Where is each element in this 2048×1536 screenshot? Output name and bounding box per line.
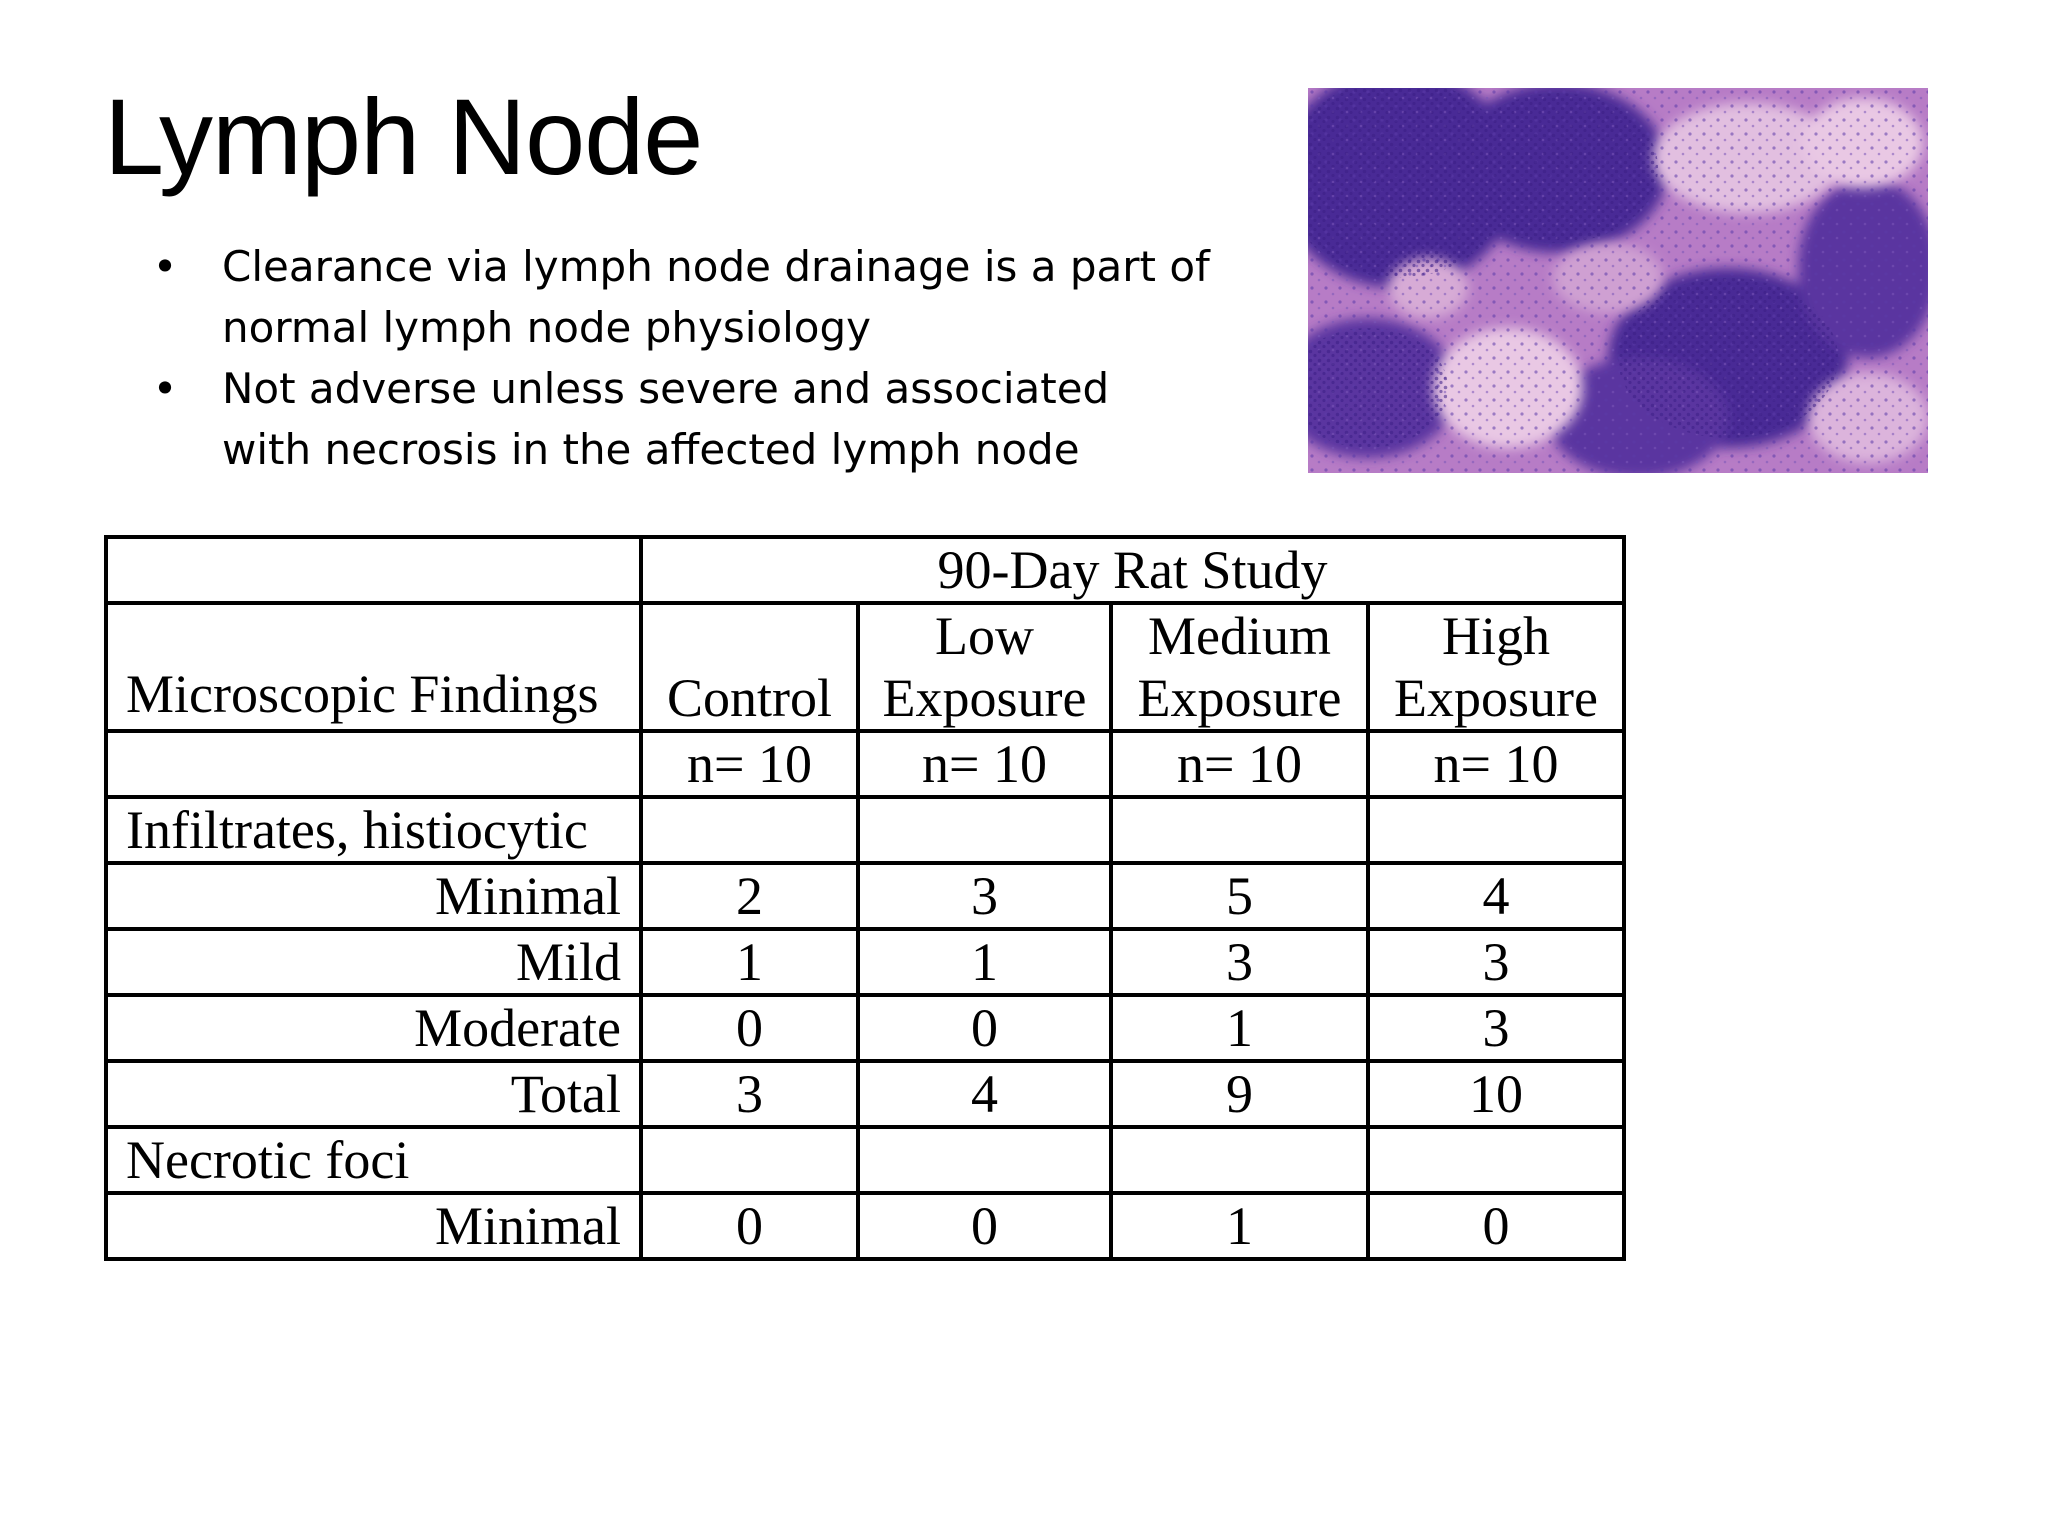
findings-table xyxy=(104,535,1626,1261)
table-row xyxy=(106,1127,1624,1193)
table-row xyxy=(106,797,1624,863)
finding-value xyxy=(1111,797,1368,863)
group-label-line2: Exposure xyxy=(1137,668,1342,728)
row-header: Microscopic Findings xyxy=(106,603,641,731)
finding-value: 3 xyxy=(1368,929,1624,995)
group-label-line1: Low xyxy=(935,606,1034,666)
finding-section-label: Necrotic foci xyxy=(106,1127,641,1193)
table-row xyxy=(106,863,1624,929)
finding-value: 3 xyxy=(1368,995,1624,1061)
finding-value: 9 xyxy=(1111,1061,1368,1127)
sample-size-cell: n= 10 xyxy=(1111,731,1368,797)
finding-value xyxy=(641,1127,858,1193)
table-title-row xyxy=(106,537,1624,603)
finding-value: 5 xyxy=(1111,863,1368,929)
bullet-dot-icon: • xyxy=(152,364,178,413)
sample-size-cell: n= 10 xyxy=(641,731,858,797)
bullet-item xyxy=(150,236,1210,358)
finding-value: 1 xyxy=(641,929,858,995)
finding-value xyxy=(1111,1127,1368,1193)
table-row xyxy=(106,1061,1624,1127)
table-row xyxy=(106,995,1624,1061)
finding-value: 2 xyxy=(641,863,858,929)
histology-micrograph xyxy=(1308,88,1928,473)
group-header-low xyxy=(858,603,1111,731)
bullet-dot-icon: • xyxy=(152,242,178,291)
finding-value xyxy=(1368,797,1624,863)
sample-size-cell: n= 10 xyxy=(1368,731,1624,797)
finding-value xyxy=(858,797,1111,863)
bullet-text: Not adverse unless severe and associated with necrosis in the affected lymph node xyxy=(222,364,1110,474)
group-label-line1: High xyxy=(1442,606,1550,666)
empty-cell xyxy=(106,537,641,603)
finding-value: 3 xyxy=(858,863,1111,929)
study-title: 90-Day Rat Study xyxy=(641,537,1624,603)
group-label-line1: Control xyxy=(666,668,832,728)
finding-grade-label: Mild xyxy=(106,929,641,995)
finding-section-label: Infiltrates, histiocytic xyxy=(106,797,641,863)
bullet-text: Clearance via lymph node drainage is a part of normal lymph node physiology xyxy=(222,242,1210,352)
finding-value xyxy=(858,1127,1111,1193)
finding-value: 0 xyxy=(641,995,858,1061)
group-header-row xyxy=(106,603,1624,731)
bullet-item xyxy=(150,358,1210,480)
finding-value: 3 xyxy=(1111,929,1368,995)
group-header-high xyxy=(1368,603,1624,731)
finding-grade-label: Total xyxy=(106,1061,641,1127)
table-row xyxy=(106,1193,1624,1259)
finding-value: 1 xyxy=(858,929,1111,995)
finding-value: 4 xyxy=(858,1061,1111,1127)
group-label-line1: Medium xyxy=(1148,606,1331,666)
group-header-medium xyxy=(1111,603,1368,731)
slide-title: Lymph Node xyxy=(104,76,703,197)
finding-value: 4 xyxy=(1368,863,1624,929)
micrograph-svg xyxy=(1308,88,1928,473)
finding-value: 3 xyxy=(641,1061,858,1127)
finding-value: 0 xyxy=(641,1193,858,1259)
group-label-line2: Exposure xyxy=(1394,668,1598,728)
table-row xyxy=(106,929,1624,995)
finding-grade-label: Minimal xyxy=(106,863,641,929)
finding-value xyxy=(641,797,858,863)
empty-cell xyxy=(106,731,641,797)
bullet-list xyxy=(150,236,1210,480)
group-label-line2: Exposure xyxy=(882,668,1087,728)
finding-grade-label: Moderate xyxy=(106,995,641,1061)
finding-value: 0 xyxy=(858,995,1111,1061)
finding-value: 10 xyxy=(1368,1061,1624,1127)
finding-value: 0 xyxy=(1368,1193,1624,1259)
sample-size-row xyxy=(106,731,1624,797)
group-header-control xyxy=(641,603,858,731)
finding-value xyxy=(1368,1127,1624,1193)
finding-value: 1 xyxy=(1111,995,1368,1061)
finding-value: 0 xyxy=(858,1193,1111,1259)
sample-size-cell: n= 10 xyxy=(858,731,1111,797)
finding-grade-label: Minimal xyxy=(106,1193,641,1259)
finding-value: 1 xyxy=(1111,1193,1368,1259)
